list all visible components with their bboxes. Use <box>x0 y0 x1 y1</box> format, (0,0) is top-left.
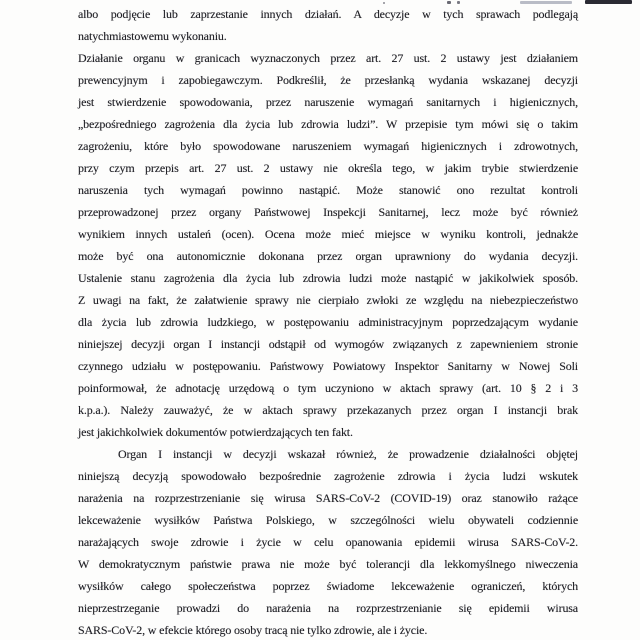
text-line: niniejszej decyzji organ I instancji odstąpił od wymogów związanych z zapewnieniem stronie <box>78 337 578 351</box>
text-line: „bezpośredniego zagrożenia dla życia lub zdrowia ludzi”. W przepisie tym mówi się o takim <box>78 117 578 131</box>
text-line: albo podjęcie lub zaprzestanie innych działań. A decyzje w tych sprawach podlegają <box>78 7 578 21</box>
text-line: zagrożeniu, które było spowodowane naruszeniem wymagań higienicznych i zdrowotnych, <box>78 139 578 153</box>
text-line: naruszenia tych wymagań powinno nastąpić. Może stanowić ono rezultat kontroli <box>78 183 578 197</box>
text-line: Z uwagi na fakt, że załatwienie sprawy nie cierpiało zwłoki ze względu na niebezpieczeństwo <box>78 293 578 307</box>
text-line: SARS-CoV-2, w efekcie którego osoby tracą nie tylko zdrowie, ale i życie. <box>78 623 428 637</box>
text-line: k.p.a.). Należy zauważyć, że w aktach sprawy przekazanych przez organ I instancji brak <box>78 403 578 417</box>
text-line: nieprzestrzeganie prowadzi do narażenia na rozprzestrzenianie się epidemii wirusa <box>78 601 578 615</box>
text-line: przeprowadzonej przez organy Państwowej Inspekcji Sanitarnej, lecz może być również <box>78 205 578 219</box>
text-line: dla życia lub zdrowia ludzkiego, w postępowaniu administracyjnym poprzedzającym wydanie <box>78 315 578 329</box>
text-line: narażenia na rozprzestrzenianie się wirusa SARS-CoV-2 (COVID-19) oraz stanowiło rażące <box>78 491 578 505</box>
text-line: prewencyjnym i zapobiegawczym. Podkreślił, że przesłanką wydania wskazanej decyzji <box>78 73 578 87</box>
text-line: jest jakichkolwiek dokumentów potwierdzających ten fakt. <box>78 425 353 439</box>
text-line: niniejszą decyzją spowodowało bezpośrednie zagrożenie zdrowia i życia ludzi wskutek <box>78 469 578 483</box>
text-line: wynikiem innych ustaleń (ocen). Ocena może mieć miejsce w wyniku kontroli, jednakże <box>78 227 578 241</box>
text-line: natychmiastowemu wykonaniu. <box>78 29 227 43</box>
text-line: może być ona autonomicznie dokonana przez organ uprawniony do wydania decyzji. <box>78 249 578 263</box>
text-line: jest stwierdzenie spowodowania, przez naruszenie wymagań sanitarnych i higienicznych, <box>78 95 578 109</box>
text-line: Organ I instancji w decyzji wskazał również, że prowadzenie działalności objętej <box>118 447 578 461</box>
text-line: przy czym przepis art. 27 ust. 2 ustawy nie określa tego, w jakim trybie stwierdzenie <box>78 161 578 175</box>
text-line: W demokratycznym państwie prawa nie może być tolerancji dla lekkomyślnego niweczenia <box>78 557 578 571</box>
text-line: wysiłków całego społeczeństwa poprzez świadome lekceważenie ograniczeń, których <box>78 579 578 593</box>
text-line: poinformował, że adnotację urzędową o tym uczyniono w aktach sprawy (art. 10 § 2 i 3 <box>78 381 578 395</box>
text-line: czynnego udziału w postępowaniu. Państwowy Powiatowy Inspektor Sanitarny w Nowej Soli <box>78 359 578 373</box>
text-line: narażających swoje zdrowie i życie w celu opanowania epidemii wirusa SARS-CoV-2. <box>78 535 578 549</box>
ink-smudge <box>585 0 632 4</box>
text-line: Ustalenie stanu zagrożenia dla życia lub zdrowia ludzi może nastąpić w jakikolwiek sposób. <box>78 271 578 285</box>
text-line: lekceważenie wysiłków Państwa Polskiego, w szczególności wielu obywateli codziennie <box>78 513 578 527</box>
text-line: Działanie organu w granicach wyznaczonych przez art. 27 ust. 2 ustawy jest działaniem <box>78 51 578 65</box>
document-text-block <box>78 3 578 641</box>
